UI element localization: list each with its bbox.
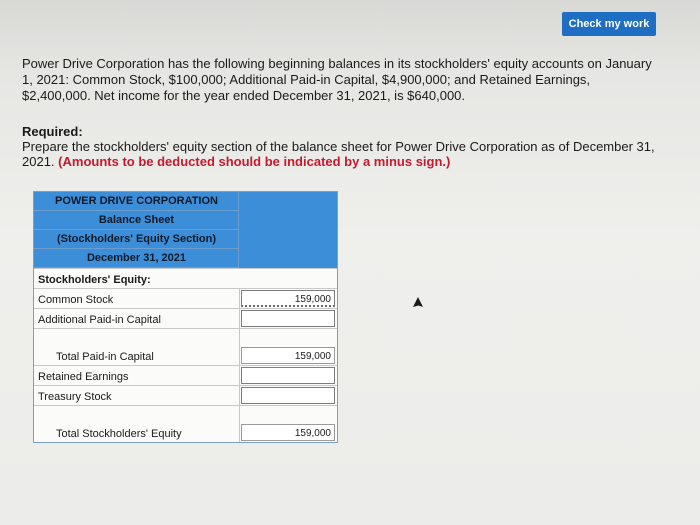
table-row (34, 308, 337, 328)
section-label-row (34, 268, 337, 288)
section-label: Stockholders' Equity: (38, 274, 151, 286)
row-label-total-stockholders-equity: Total Stockholders' Equity (56, 428, 182, 440)
table-row (34, 365, 337, 385)
table-row (34, 385, 337, 405)
header-statement-name: Balance Sheet (34, 211, 239, 230)
table-row (34, 405, 337, 442)
row-label-additional-paid-in-capital[interactable]: Additional Paid-in Capital (38, 314, 161, 326)
check-my-work-button[interactable]: Check my work (562, 12, 656, 36)
header-date: December 31, 2021 (34, 249, 239, 268)
table-row (34, 288, 337, 308)
row-label-total-paid-in-capital: Total Paid-in Capital (56, 351, 154, 363)
common-stock-amount-input[interactable]: 159,000 (241, 290, 335, 307)
mouse-pointer-icon (412, 297, 424, 311)
balance-sheet-table (33, 191, 338, 443)
treasury-stock-amount-input[interactable] (241, 387, 335, 404)
additional-paid-in-capital-amount-input[interactable] (241, 310, 335, 327)
row-label-retained-earnings[interactable]: Retained Earnings (38, 371, 129, 383)
table-row (34, 328, 337, 365)
required-note: (Amounts to be deducted should be indicated by a minus sign.) (58, 154, 451, 169)
required-text: Prepare the stockholders' equity section of the balance sheet for Power Drive Corporation as of December 31, 2021. (22, 139, 655, 169)
header-company-name: POWER DRIVE CORPORATION (34, 192, 239, 211)
total-stockholders-equity-amount: 159,000 (241, 424, 335, 441)
row-label-treasury-stock[interactable]: Treasury Stock (38, 391, 112, 403)
retained-earnings-amount-input[interactable] (241, 367, 335, 384)
total-paid-in-capital-amount: 159,000 (241, 347, 335, 364)
row-label-common-stock[interactable]: Common Stock (38, 294, 114, 306)
header-section-name: (Stockholders' Equity Section) (34, 230, 239, 249)
required-section (22, 124, 672, 169)
problem-statement: Power Drive Corporation has the following beginning balances in its stockholders' equity accounts on January 1, 2021: Common Stock, $100,000; Additional Paid-in Capital, $4,900,000; and Retained Earnings, $2,400,000. Net income for the year ended December 31, 2021, is $640,000. (22, 56, 652, 103)
required-title: Required: (22, 124, 83, 139)
